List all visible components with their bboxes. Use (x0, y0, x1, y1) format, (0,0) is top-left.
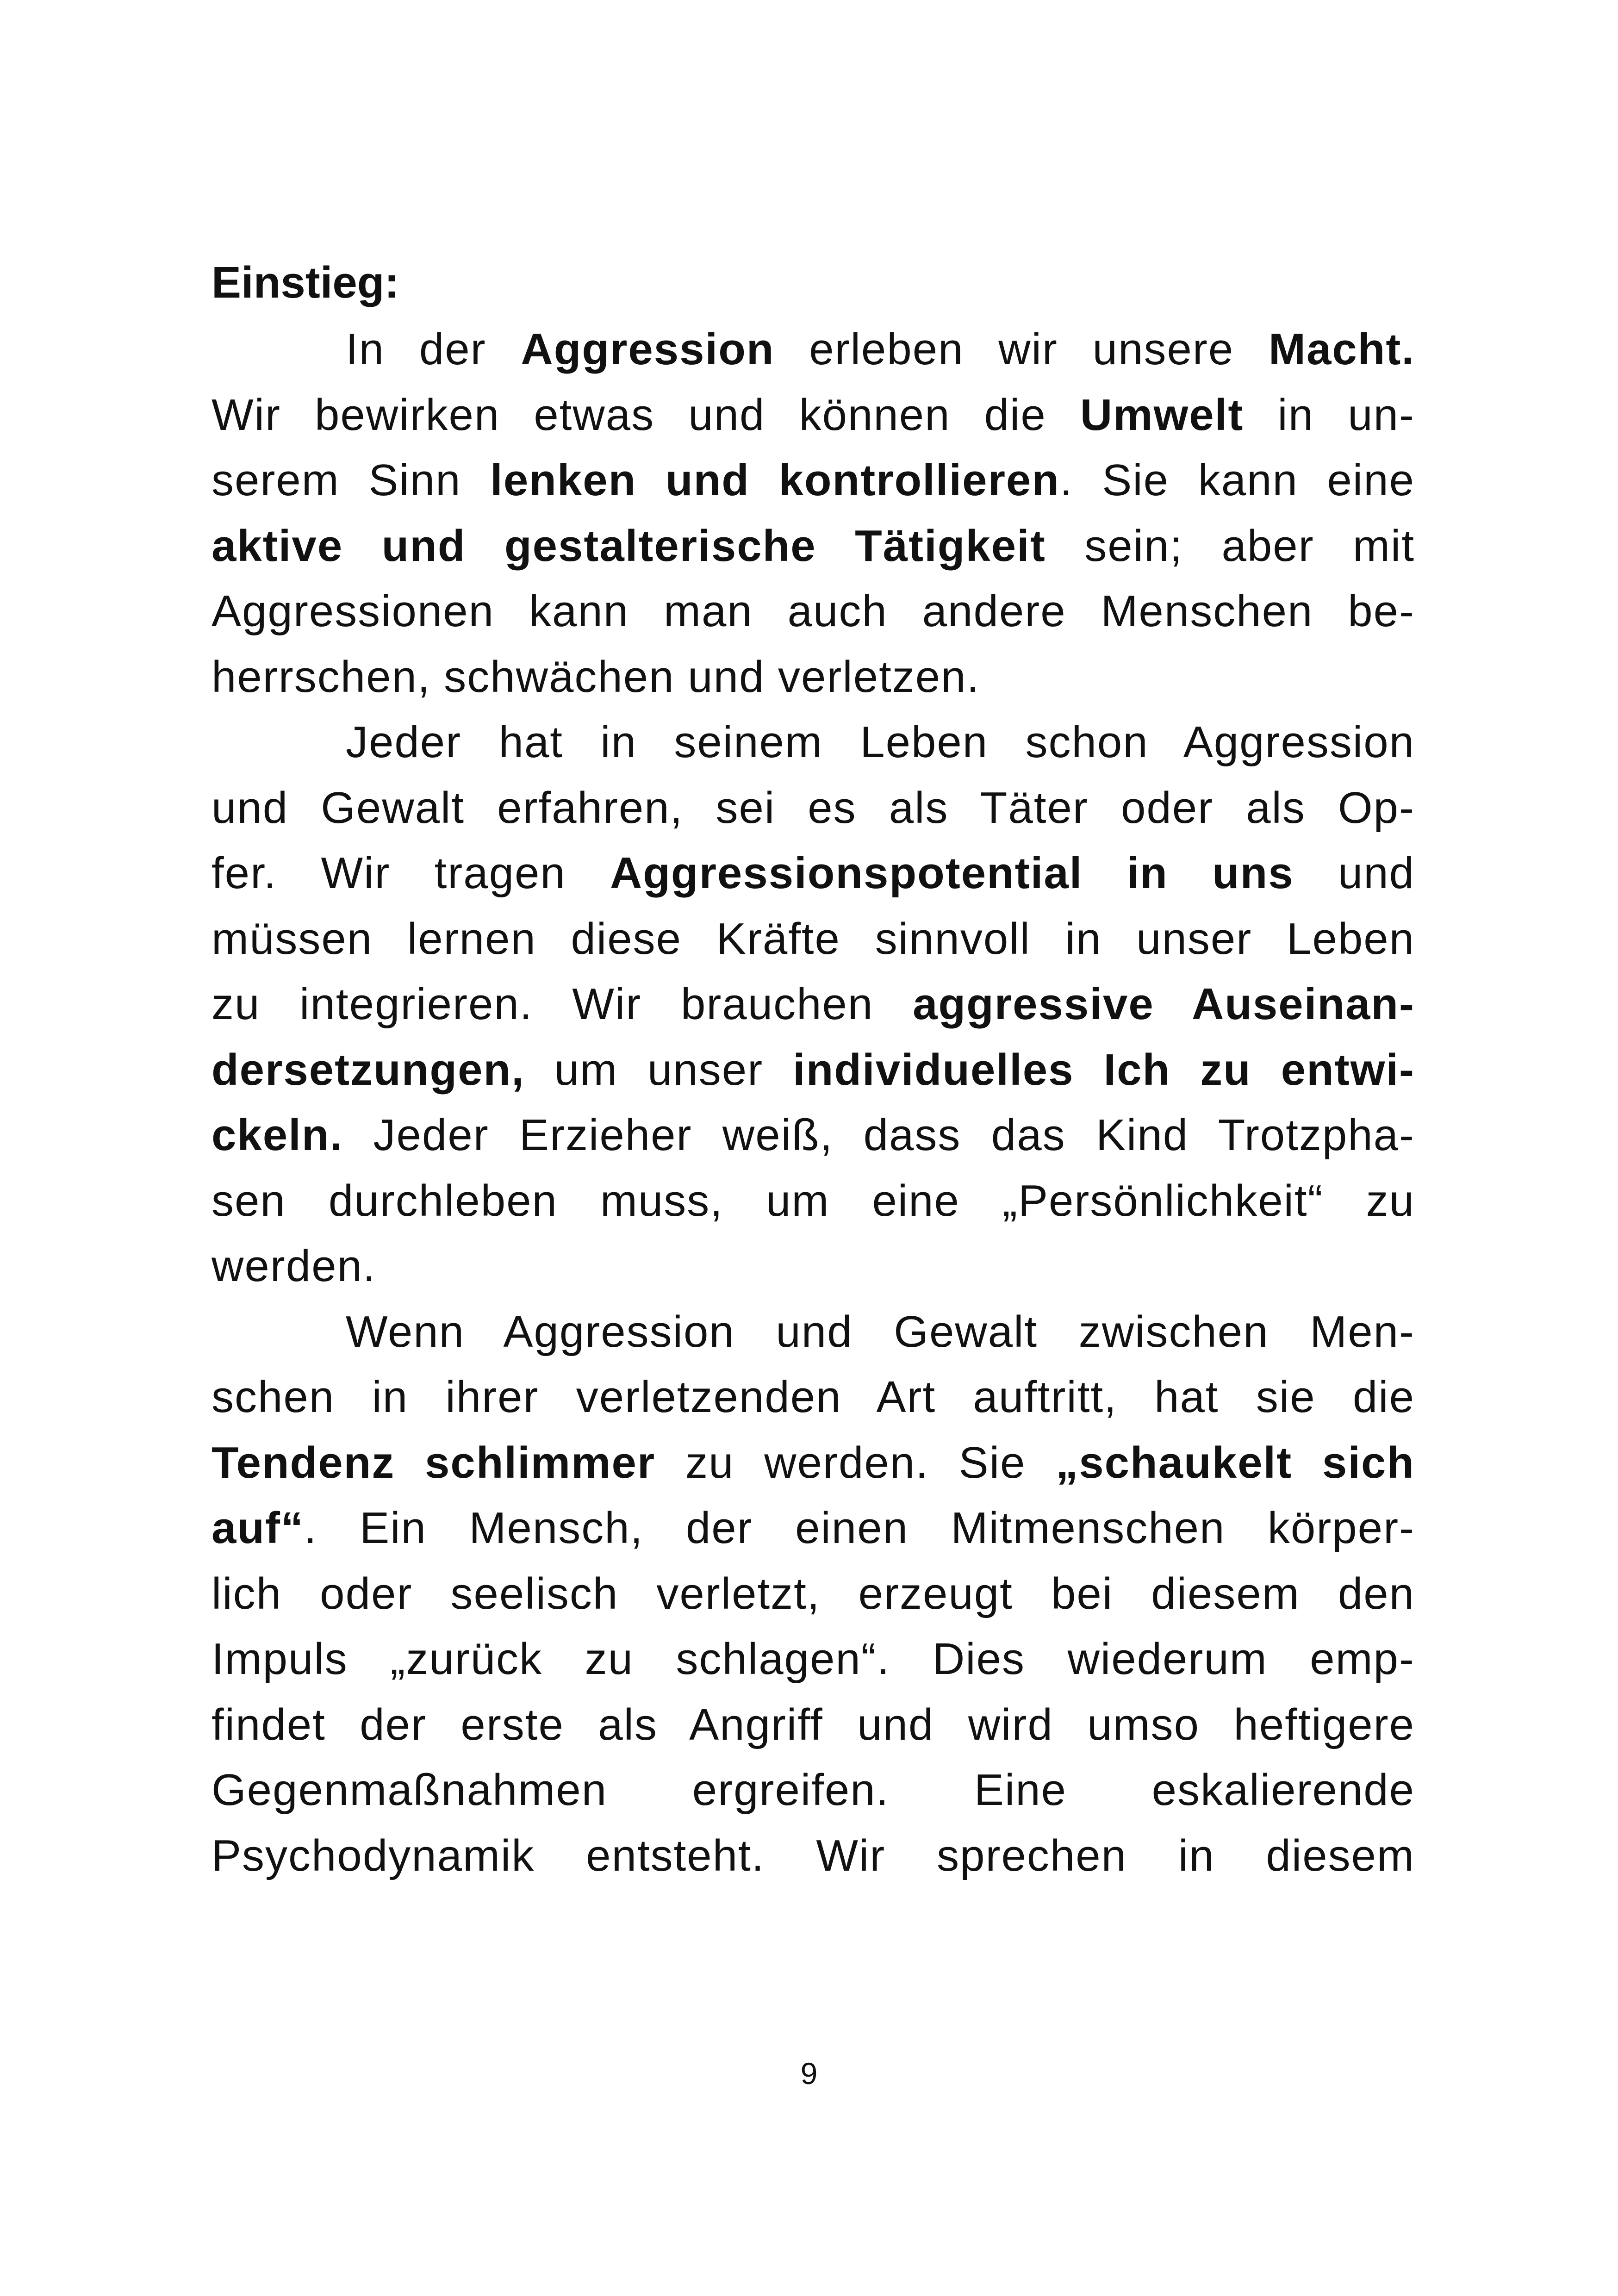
text-run: Aggressionen kann man auch andere Menschen be- (212, 586, 1415, 636)
bold-text: Aggressionspotential in uns (610, 848, 1294, 898)
body-text (212, 250, 1415, 1888)
text-run: Psychodynamik entsteht. Wir sprechen in diesem (212, 1830, 1415, 1880)
text-line (212, 513, 1415, 579)
text-line (212, 1233, 1415, 1299)
text-run: Impuls „zurück zu schlagen“. Dies wiederum emp- (212, 1634, 1415, 1684)
paragraph (212, 709, 1415, 1299)
page-number: 9 (800, 2056, 818, 2091)
text-line (212, 1102, 1415, 1168)
text-run: . Sie kann eine (1059, 455, 1415, 505)
paragraph (212, 1299, 1415, 1889)
text-line (212, 775, 1415, 841)
text-run: Gegenmaßnahmen ergreifen. Eine eskalierende (212, 1765, 1415, 1815)
text-line (212, 709, 1415, 775)
text-line (212, 1757, 1415, 1823)
text-run: zu integrieren. Wir brauchen (212, 979, 913, 1029)
bold-text: Aggression (521, 324, 775, 374)
bold-text: lenken und kontrollieren (490, 455, 1060, 505)
text-line (212, 382, 1415, 448)
text-run: in un- (1244, 390, 1415, 440)
text-run: In der (346, 324, 521, 374)
bold-text: dersetzungen, (212, 1045, 525, 1095)
text-run: . Ein Mensch, der einen Mitmenschen körper- (304, 1503, 1415, 1553)
text-run: Jeder hat in seinem Leben schon Aggression (346, 717, 1415, 767)
text-line (212, 1168, 1415, 1234)
bold-text: ckeln. (212, 1110, 343, 1160)
text-run: werden. (212, 1241, 376, 1291)
paragraph (212, 317, 1415, 709)
bold-text: aggressive Auseinan- (913, 979, 1415, 1029)
text-line (212, 840, 1415, 906)
paragraphs (212, 317, 1415, 1888)
text-line (212, 1037, 1415, 1103)
text-line (212, 1823, 1415, 1889)
bold-text: Tendenz schlimmer (212, 1437, 656, 1487)
text-run: müssen lernen diese Kräfte sinnvoll in unser Leben (212, 914, 1415, 964)
bold-text: auf“ (212, 1503, 304, 1553)
text-run: lich oder seelisch verletzt, erzeugt bei diesem den (212, 1568, 1415, 1618)
text-run: sen durchleben muss, um eine „Persönlichkeit“ zu (212, 1176, 1415, 1226)
bold-text: „schaukelt sich (1056, 1437, 1415, 1487)
bold-text: Macht. (1268, 324, 1415, 374)
text-run: erleben wir unsere (774, 324, 1269, 374)
text-line (212, 1299, 1415, 1365)
text-line (212, 1692, 1415, 1758)
text-line (212, 1364, 1415, 1430)
text-run: serem Sinn (212, 455, 491, 505)
section-heading: Einstieg: (212, 258, 399, 307)
text-run: Jeder Erzieher weiß, dass das Kind Trotzpha- (343, 1110, 1415, 1160)
text-line (212, 1626, 1415, 1692)
text-line (212, 448, 1415, 513)
text-line (212, 1430, 1415, 1496)
text-line (212, 317, 1415, 382)
bold-text: individuelles Ich zu entwi- (793, 1045, 1415, 1095)
text-line (212, 579, 1415, 644)
text-run: sein; aber mit (1045, 521, 1415, 571)
text-line (212, 1561, 1415, 1627)
text-run: schen in ihrer verletzenden Art auftritt, hat sie die (212, 1372, 1415, 1422)
bold-text: Umwelt (1080, 390, 1244, 440)
text-run: zu werden. Sie (655, 1437, 1056, 1487)
text-line (212, 644, 1415, 710)
text-run: findet der erste als Angriff und wird umso heftigere (212, 1699, 1415, 1749)
text-line (212, 971, 1415, 1037)
text-run: um unser (524, 1045, 793, 1095)
text-run: Wenn Aggression und Gewalt zwischen Men- (346, 1307, 1415, 1356)
text-line (212, 1495, 1415, 1561)
text-run: herrschen, schwächen und verletzen. (212, 652, 980, 702)
text-run: Wir bewirken etwas und können die (212, 390, 1080, 440)
text-line (212, 906, 1415, 972)
text-run: und Gewalt erfahren, sei es als Täter oder als Op- (212, 783, 1415, 833)
bold-text: aktive und gestalterische Tätigkeit (212, 521, 1046, 571)
text-run: fer. Wir tragen (212, 848, 610, 898)
text-run: und (1294, 848, 1415, 898)
